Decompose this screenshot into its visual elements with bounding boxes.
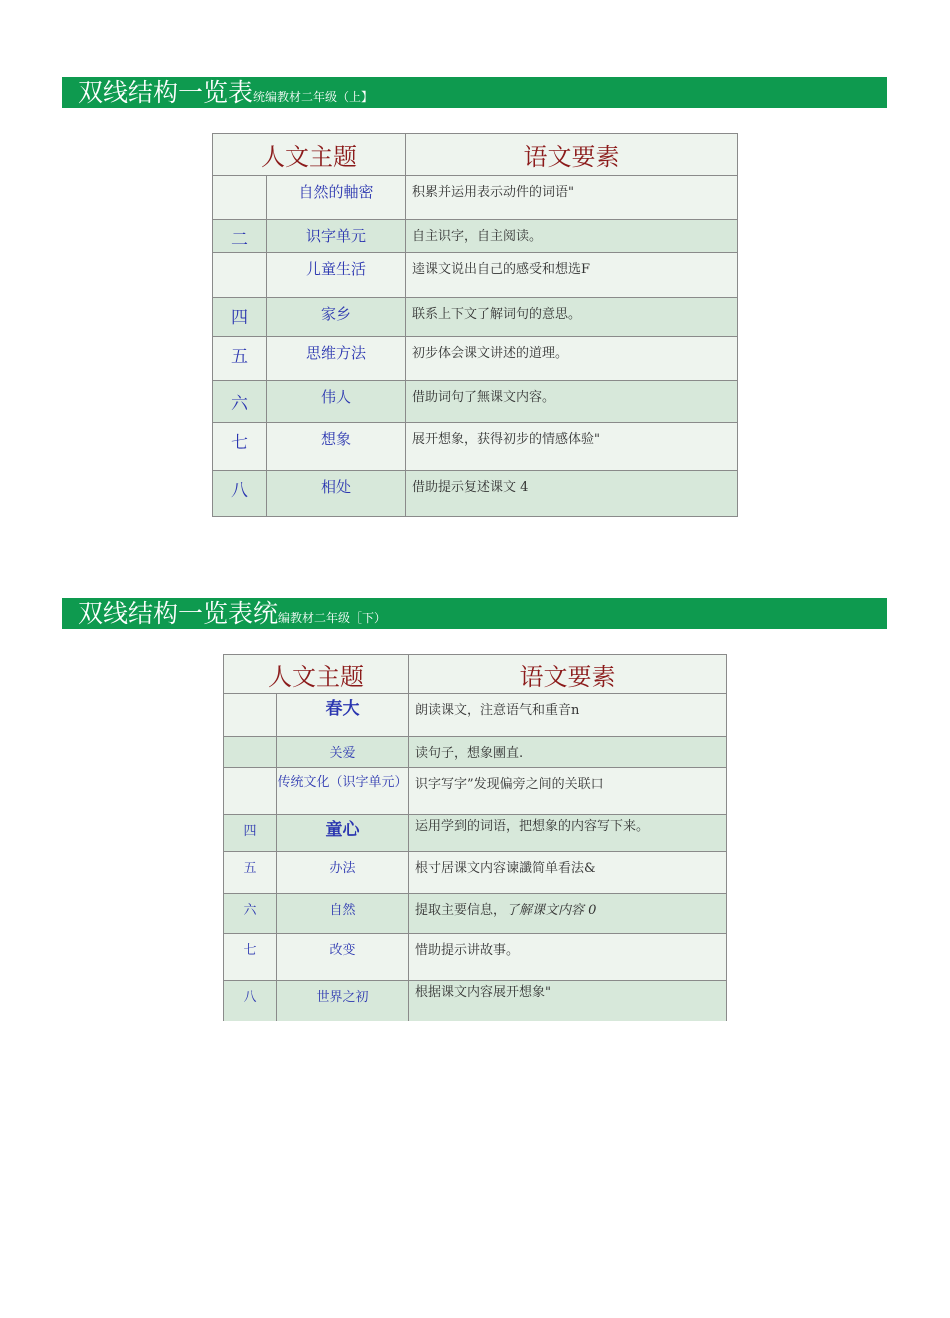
unit-number: 六 [213, 381, 267, 423]
unit-element: 运用学到的词语，把想象的内容写下来。 [409, 815, 727, 852]
table-row [224, 768, 727, 815]
section-subtitle: 统编教材二年级（上】 [253, 90, 374, 104]
unit-element: 借助词句了無课文内容。 [406, 381, 738, 423]
structure-table [212, 133, 738, 517]
unit-theme: 思维方法 [267, 337, 406, 381]
header-element: 语文要素 [406, 134, 738, 176]
table-row [213, 381, 738, 423]
unit-theme: 童心 [277, 815, 409, 852]
unit-number: 七 [213, 423, 267, 471]
header-element: 语文要素 [409, 655, 727, 694]
unit-number [224, 768, 277, 815]
table-row [224, 852, 727, 894]
unit-number: 五 [224, 852, 277, 894]
table-row [224, 737, 727, 768]
unit-element: 逵课文说出自己的感受和想选F [406, 253, 738, 298]
unit-element: 自主识字，自主阅读。 [406, 220, 738, 253]
section-title: 双线结构一览表 [78, 78, 254, 107]
unit-element: 积累并运用表示动件的词语" [406, 176, 738, 220]
unit-number [213, 253, 267, 298]
unit-element: 根据课文内容展开想象" [409, 981, 727, 1021]
unit-theme: 世界之初 [277, 981, 409, 1021]
unit-theme: 春大 [277, 694, 409, 737]
element-text: 提取主要信息， [415, 903, 507, 918]
unit-element: 根寸居课文内容谏讖简单看法& [409, 852, 727, 894]
table-row [224, 815, 727, 852]
unit-theme: 自然 [277, 894, 409, 934]
unit-number: 七 [224, 934, 277, 981]
unit-number: 四 [213, 298, 267, 337]
table-row [224, 981, 727, 1021]
unit-element: 展开想象，获得初步的情感体验" [406, 423, 738, 471]
unit-theme: 儿童生活 [267, 253, 406, 298]
unit-number [224, 694, 277, 737]
section-subtitle: 编教材二年级［下） [278, 611, 387, 625]
unit-theme: 传统文化（识字单元） [277, 768, 409, 815]
unit-element: 联系上下文了解词句的意思。 [406, 298, 738, 337]
unit-number: 六 [224, 894, 277, 934]
section-title-banner [62, 598, 887, 629]
table-row [213, 471, 738, 517]
unit-element: 识字写字”发现偏旁之间的关联口 [409, 768, 727, 815]
table-row [213, 253, 738, 298]
unit-element: 朗读课文，注意语气和重音n [409, 694, 727, 737]
unit-element: 读句子，想象團直. [409, 737, 727, 768]
header-theme: 人文主题 [213, 134, 406, 176]
unit-theme: 相处 [267, 471, 406, 517]
unit-number [213, 176, 267, 220]
unit-theme: 伟人 [267, 381, 406, 423]
unit-theme: 想象 [267, 423, 406, 471]
unit-element: 惜助提示讲故事。 [409, 934, 727, 981]
unit-theme: 关爱 [277, 737, 409, 768]
unit-theme: 识字单元 [267, 220, 406, 253]
unit-theme: 家乡 [267, 298, 406, 337]
section-title-banner [62, 77, 887, 108]
unit-number: 八 [213, 471, 267, 517]
unit-number: 八 [224, 981, 277, 1021]
unit-element: 初步体会课文讲述的道理。 [406, 337, 738, 381]
unit-number: 五 [213, 337, 267, 381]
element-text-italic: 了解课文内容 0 [506, 903, 597, 918]
unit-element [409, 894, 727, 934]
unit-element: 借助提示复述课文 4 [406, 471, 738, 517]
table-row [213, 298, 738, 337]
table-row [224, 934, 727, 981]
unit-theme: 自然的軸密 [267, 176, 406, 220]
header-theme: 人文主题 [224, 655, 409, 694]
table-row [213, 337, 738, 381]
table-row [213, 423, 738, 471]
table-row [224, 694, 727, 737]
structure-table [223, 654, 727, 1021]
unit-number: 二 [213, 220, 267, 253]
table-row [213, 220, 738, 253]
table-row [213, 176, 738, 220]
unit-theme: 改变 [277, 934, 409, 981]
section-title: 双线结构一览表统 [78, 599, 279, 628]
unit-number: 四 [224, 815, 277, 852]
unit-theme: 办法 [277, 852, 409, 894]
unit-number [224, 737, 277, 768]
table-row [224, 894, 727, 934]
